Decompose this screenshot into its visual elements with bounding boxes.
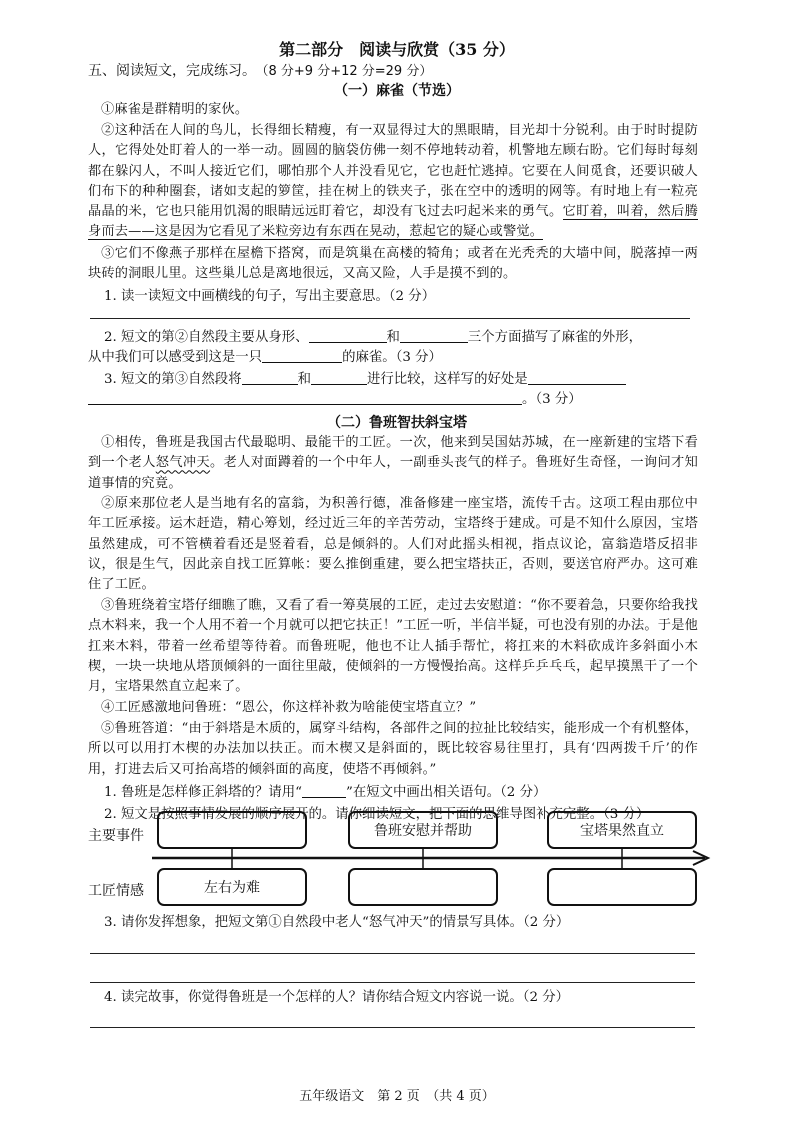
mindmap-event-box-3 <box>547 811 697 849</box>
q2-text-b: 和 <box>386 330 400 345</box>
mindmap-event-2-text: 鲁班安慰并帮助 <box>374 823 472 839</box>
section-heading-text: 五、阅读短文，完成练习。 <box>88 63 256 79</box>
passage1-paragraph-2 <box>88 121 698 243</box>
section-score: （8 分+9 分+12 分=29 分） <box>262 64 433 79</box>
passage1-p2-text: ②这种活在人间的鸟儿，长得细长精瘦，有一双显得过大的黑眼睛，目光却十分锐利。由于时时提防人，它得处处盯着人的一举一动。圆圆的脑袋仿佛一刻不停地转动着，机警地左顾右盼。它们每时每刻都在躲闪人，不叫人接近它们，哪怕那个人并没看见它，它也赶忙逃掉。它要在人间觅食，还要识破人们布下的种种圈套，诸如支起的箩筐，挂在树上的铁夹子，张在空中的透明的网等。有时地上有一粒亮晶晶的米，它也只能用饥渴的眼睛远远盯着它，却没有飞过去叼起米来的勇气。 <box>88 123 698 220</box>
answer-line-p1-q1[interactable] <box>90 318 690 319</box>
passage2-paragraph-3 <box>88 596 698 697</box>
passage2-p5-text: ⑤鲁班答道：“由于斜塔是木质的，属穿斗结构，各部件之间的拉扯比较结实，能形成一个有机整体，所以可以用打木楔的办法加以扶正。而木楔又是斜面的，既比较容易往里打，具有‘四两拨千斤’的作用，打进去后又可抬高塔的倾斜面的高度，使塔不再倾斜。” <box>88 721 698 777</box>
q3-text-a: 3. 短文的第③自然段将 <box>104 372 242 387</box>
mindmap-row2-label: 工匠情感 <box>88 883 144 899</box>
passage2-question-1 <box>104 783 704 803</box>
q2-text-e: 的麻雀。（3 分） <box>342 350 442 365</box>
answer-line-p2-q4[interactable] <box>90 1027 695 1028</box>
passage2-title: （二）鲁班智扶斜宝塔 <box>327 415 467 431</box>
p2-q1-text-a: 1. 鲁班是怎样修正斜塔的？请用“ <box>104 785 302 800</box>
mindmap-feeling-box-1 <box>157 868 307 906</box>
underline-symbol <box>302 783 346 798</box>
mindmap-row1-label: 主要事件 <box>88 828 144 844</box>
fill-blank[interactable] <box>400 328 468 343</box>
fill-blank[interactable] <box>309 328 387 343</box>
passage2-p2-text: ②原来那位老人是当地有名的富翁，为积善行德，准备修建一座宝塔，流传千古。这项工程由那位中年工匠承接。运木赶造，精心筹划，经过近三年的辛苦劳动，宝塔终于建成。可是不知什么原因，宝塔虽然建成，可不管横着看还是竖着看，总是倾斜的。人们对此摇头相视，指点议论，富翁造塔反招非议，很是生气，因此亲自找工匠算帐：要么推倒重建，要么把宝塔扶正，否则，要送官府严办。这可难住了工匠。 <box>88 496 698 593</box>
wavy-underlined-phrase: 怒气冲天 <box>155 455 211 471</box>
passage1-question-3-cont <box>88 390 688 410</box>
fill-blank[interactable] <box>311 370 367 385</box>
q3-text-b: 和 <box>297 372 311 387</box>
passage2-paragraph-4 <box>88 698 698 718</box>
page-footer: 五年级语文 第 2 页 （共 4 页） <box>299 1089 495 1104</box>
q3-text-c: 进行比较，这样写的好处是 <box>366 372 528 387</box>
answer-line-p2-q3-2[interactable] <box>90 982 695 983</box>
mindmap-feeling-1-text: 左右为难 <box>204 880 260 896</box>
answer-line-p2-q3-1[interactable] <box>90 953 695 954</box>
fill-blank[interactable] <box>262 348 342 363</box>
passage2-question-4: 4. 读完故事，你觉得鲁班是一个怎样的人？请你结合短文内容说一说。（2 分） <box>104 990 569 1005</box>
passage2-paragraph-1 <box>88 433 698 494</box>
q2-text-a: 2. 短文的第②自然段主要从身形、 <box>104 330 309 345</box>
mindmap-event-3-text: 宝塔果然直立 <box>580 823 664 839</box>
passage2-paragraph-2 <box>88 494 698 595</box>
fill-blank[interactable] <box>242 370 298 385</box>
passage1-question-1: 1. 读一读短文中画横线的句子，写出主要意思。（2 分） <box>104 289 436 304</box>
passage1-paragraph-3 <box>88 244 698 285</box>
fill-blank[interactable] <box>528 370 626 385</box>
passage2-question-3: 3. 请你发挥想象，把短文第①自然段中老人“怒气冲天”的情景写具体。（2 分） <box>104 915 570 930</box>
passage2-p1-text-a: ①相传，鲁班是我国古代最聪明、最能干的工匠。一次，他来到吴国姑苏城，在一座新建的宝塔下看到一个老人 <box>88 435 698 471</box>
passage1-question-2-cont <box>88 348 688 368</box>
mindmap-event-box-2 <box>348 811 498 849</box>
mindmap-feeling-box-2[interactable] <box>348 868 498 906</box>
q2-text-d: 从中我们可以感受到这是一只 <box>88 350 263 365</box>
part-title: 第二部分 阅读与欣赏（35 分） <box>279 40 515 59</box>
q2-text-c: 三个方面描写了麻雀的外形， <box>467 330 642 345</box>
passage2-p4-text: ④工匠感激地问鲁班：“恩公，你这样补救为啥能使宝塔直立？” <box>101 700 477 715</box>
section-heading <box>88 60 432 80</box>
passage2-p3-text: ③鲁班绕着宝塔仔细瞧了瞧，又看了看一筹莫展的工匠，走过去安慰道：“你不要着急，只要你给我找点木料来，我一个人用不着一个月就可以把它扶正！”工匠一听，半信半疑，可也没有别的办法。于是他扛来木料，带着一丝希望等待着。而鲁班呢，他也不让人插手帮忙，将扛来的木料砍成许多斜面小木楔，一块一块地从塔顶倾斜的一面往里敲，使倾斜的一方慢慢抬高。这样乒乒乓乓，起早摸黑干了一个月，宝塔果然直立起来了。 <box>88 598 698 695</box>
p2-q1-text-b: ”在短文中画出相关语句。（2 分） <box>345 785 547 800</box>
passage1-question-3 <box>104 370 704 390</box>
passage1-paragraph-1 <box>88 100 698 120</box>
passage1-title: （一）麻雀（节选） <box>334 83 460 99</box>
passage2-question-2: 2. 短文是按照事情发展的顺序展开的。请你细读短文，把下面的思维导图补充完整。（3 分） <box>104 807 650 822</box>
fill-blank[interactable] <box>88 390 522 405</box>
mindmap-event-box-1[interactable] <box>157 811 307 849</box>
passage1-question-2 <box>104 328 704 348</box>
passage1-p1-text: ①麻雀是群精明的家伙。 <box>101 102 249 117</box>
q3-text-d: 。（3 分） <box>522 392 582 407</box>
passage1-p3-text: ③它们不像燕子那样在屋檐下搭窝，而是筑巢在高楼的犄角；或者在光秃秃的大墙中间，脱落掉一两块砖的洞眼儿里。这些巢儿总是离地很远，又高又险，人手是摸不到的。 <box>88 246 698 282</box>
underlined-sentence: 它盯着，叫着，然后腾身而去——这是因为它看见了米粒旁边有东西在晃动，惹起它的疑心或警觉。 <box>88 204 698 240</box>
passage2-p1-text-c: 。老人对面蹲着的一个中年人，一副垂头丧气的样子。鲁班好生奇怪，一询问才知道事情的究竟。 <box>88 455 698 491</box>
passage2-paragraph-5 <box>88 719 698 780</box>
mindmap-feeling-box-3[interactable] <box>547 868 697 906</box>
